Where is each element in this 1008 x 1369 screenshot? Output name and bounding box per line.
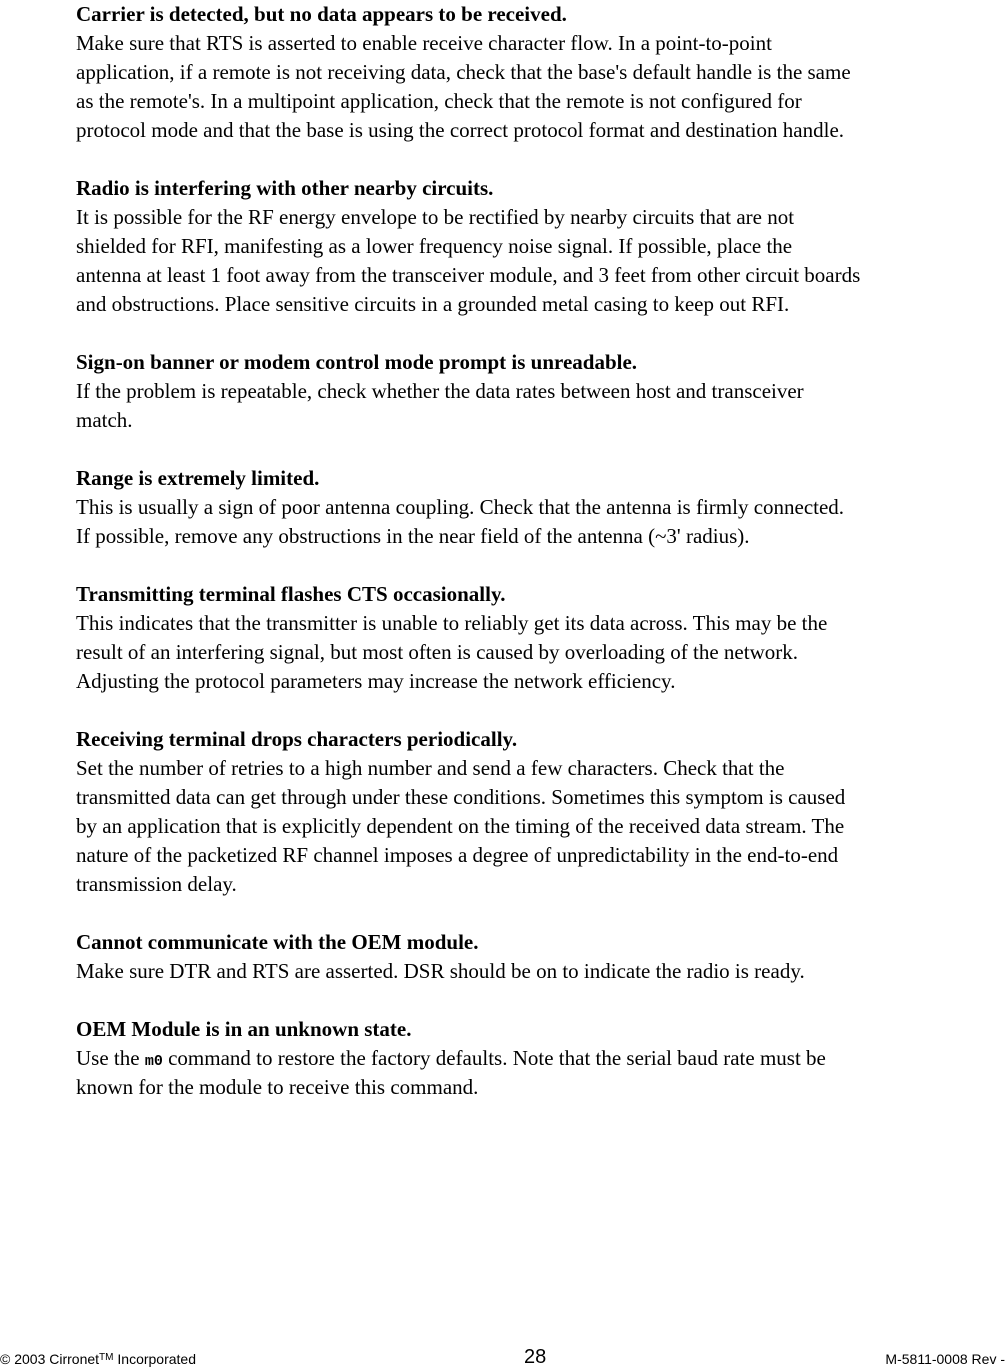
entry-body <box>76 609 1008 696</box>
body-line: nature of the packetized RF channel imposes a degree of unpredictability in the end-to-end <box>76 843 839 867</box>
body-line: Adjusting the protocol parameters may increase the network efficiency. <box>76 669 676 693</box>
body-text: command to restore the factory defaults. Note that the serial baud rate must be <box>162 1046 826 1070</box>
entry-title: Sign-on banner or modem control mode prompt is unreadable. <box>76 350 638 374</box>
body-line: If the problem is repeatable, check whether the data rates between host and transceiver <box>76 379 804 403</box>
body-line: by an application that is explicitly dependent on the timing of the received data stream. The <box>76 814 845 838</box>
copyright-notice <box>0 1351 196 1367</box>
body-line: match. <box>76 408 133 432</box>
entry-cannot-communicate <box>76 928 1008 986</box>
page-number: 28 <box>524 1346 547 1368</box>
entry-body <box>76 493 1008 551</box>
body-line: application, if a remote is not receiving data, check that the base's default handle is the same <box>76 60 851 84</box>
entry-body <box>76 1044 1008 1102</box>
entry-title: Carrier is detected, but no data appears to be received. <box>76 2 567 26</box>
body-line <box>76 1044 1008 1073</box>
body-line: transmitted data can get through under these conditions. Sometimes this symptom is caused <box>76 785 846 809</box>
entry-body <box>76 203 1008 319</box>
troubleshooting-content <box>76 0 1008 1131</box>
body-line: and obstructions. Place sensitive circuits in a grounded metal casing to keep out RFI. <box>76 292 790 316</box>
body-line: protocol mode and that the base is using the correct protocol format and destination handle. <box>76 118 845 142</box>
entry-range-limited <box>76 464 1008 551</box>
document-number: M-5811-0008 Rev - <box>885 1351 1005 1367</box>
entry-radio-interfering <box>76 174 1008 319</box>
body-line: It is possible for the RF energy envelope to be rectified by nearby circuits that are not <box>76 205 795 229</box>
body-line: antenna at least 1 foot away from the transceiver module, and 3 feet from other circuit boards <box>76 263 861 287</box>
body-line: Set the number of retries to a high number and send a few characters. Check that the <box>76 756 785 780</box>
body-text: Use the <box>76 1046 145 1070</box>
body-line: If possible, remove any obstructions in the near field of the antenna (~3' radius). <box>76 524 750 548</box>
entry-body <box>76 957 1008 986</box>
body-line: result of an interfering signal, but most often is caused by overloading of the network. <box>76 640 798 664</box>
entry-body <box>76 754 1008 899</box>
entry-body <box>76 29 1008 145</box>
command-code: m0 <box>144 1053 163 1070</box>
entry-cts-flashes <box>76 580 1008 696</box>
entry-title: Range is extremely limited. <box>76 466 320 490</box>
entry-sign-on-banner <box>76 348 1008 435</box>
entry-carrier-detected <box>76 0 1008 145</box>
body-line: Make sure DTR and RTS are asserted. DSR should be on to indicate the radio is ready. <box>76 959 805 983</box>
body-line: shielded for RFI, manifesting as a lower frequency noise signal. If possible, place the <box>76 234 793 258</box>
copyright-suffix: Incorporated <box>113 1351 196 1367</box>
entry-title: Transmitting terminal flashes CTS occasionally. <box>76 582 506 606</box>
body-line: This indicates that the transmitter is unable to reliably get its data across. This may be the <box>76 611 828 635</box>
page-footer <box>0 1346 1008 1369</box>
trademark-mark: TM <box>99 1352 114 1363</box>
copyright-prefix: © 2003 Cirronet <box>0 1351 100 1367</box>
entry-title: Receiving terminal drops characters periodically. <box>76 727 518 751</box>
entry-title: Cannot communicate with the OEM module. <box>76 930 479 954</box>
entry-title: OEM Module is in an unknown state. <box>76 1017 412 1041</box>
body-line: known for the module to receive this command. <box>76 1075 479 1099</box>
entry-body <box>76 377 1008 435</box>
body-line: This is usually a sign of poor antenna coupling. Check that the antenna is firmly connected. <box>76 495 845 519</box>
entry-unknown-state <box>76 1015 1008 1102</box>
entry-drops-characters <box>76 725 1008 899</box>
body-line: transmission delay. <box>76 872 237 896</box>
body-line: as the remote's. In a multipoint application, check that the remote is not configured for <box>76 89 802 113</box>
body-line: Make sure that RTS is asserted to enable receive character flow. In a point-to-point <box>76 31 772 55</box>
entry-title: Radio is interfering with other nearby circuits. <box>76 176 494 200</box>
